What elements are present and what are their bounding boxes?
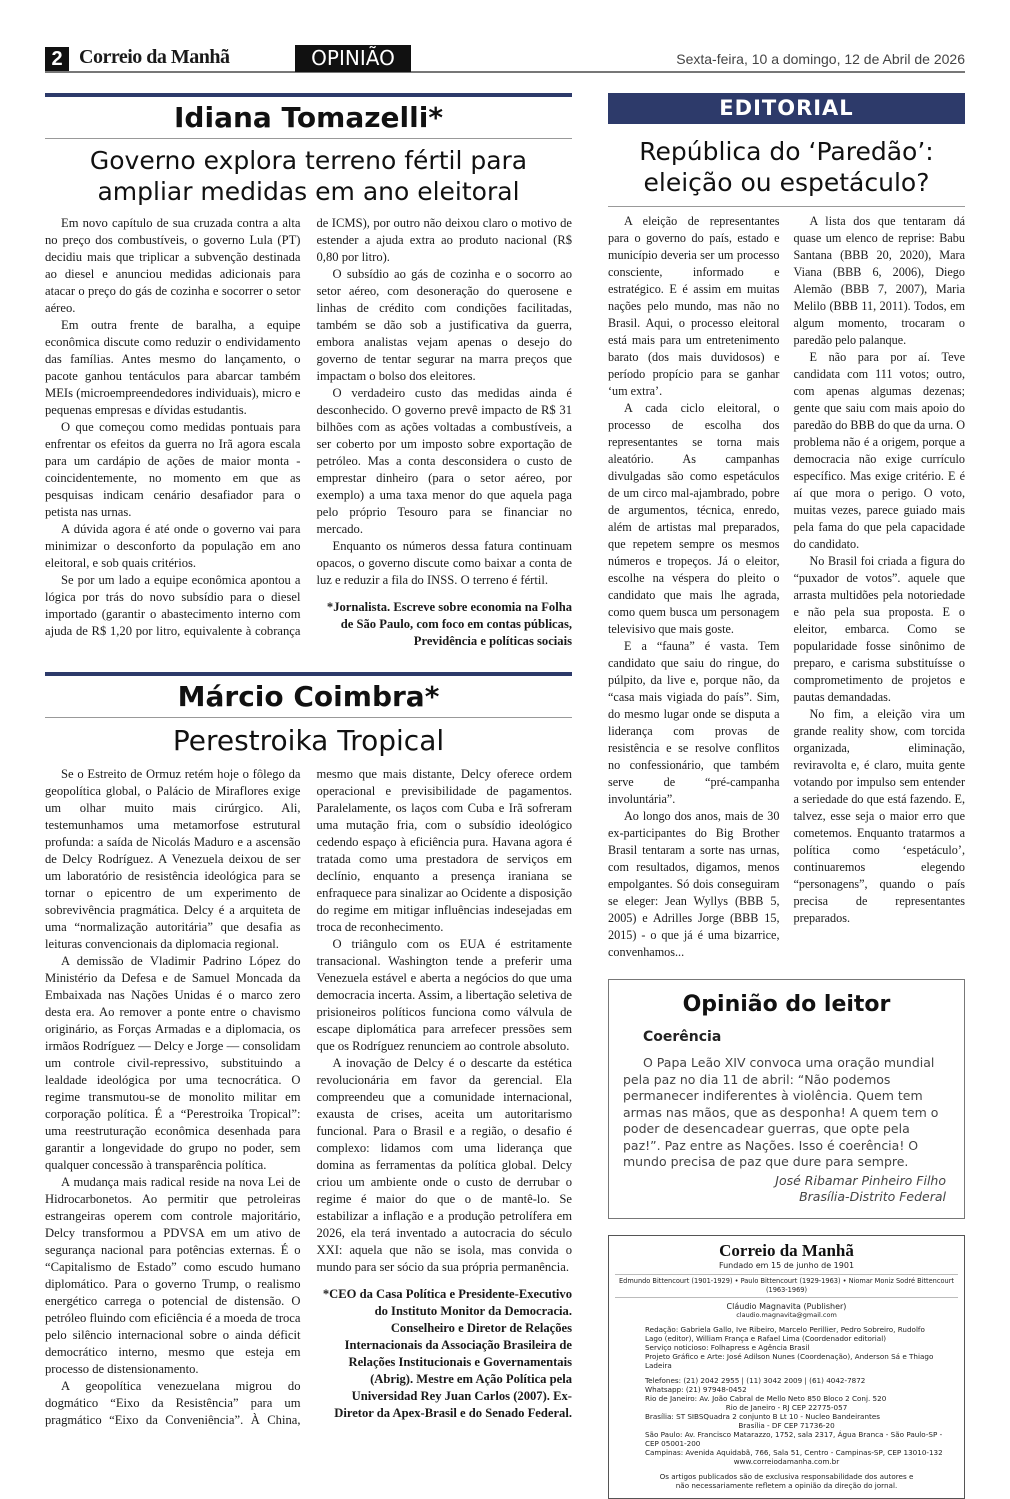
publisher: Cláudio Magnavita (Publisher) (726, 1301, 847, 1311)
right-column (608, 93, 965, 1499)
article-headline: Governo explora terreno fértil para ampliar medidas em ano eleitoral (89, 146, 528, 206)
masthead-logo: Correio da Manhã (719, 1240, 854, 1260)
divider (608, 206, 965, 207)
founders-line: Edmundo Bittencourt (1901-1929) • Paulo Bittencourt (1929-1963) • Niomar Moniz Sodré Bittencourt (1963-1969) (615, 1274, 958, 1298)
staff-list (615, 1325, 958, 1370)
paragraph: O verdadeiro custo das medidas ainda é desconhecido. O governo prevê impacto de R$ 31 bilhões com as ações voltadas a combustíveis, a ser coberto por um imposto sobre exportação de petróleo. Mas a conta desconsidera o custo de emprestar dinheiro (para o setor aéreo, por exemplo) a uma taxa menor do que aquela paga pelo próprio Tesouro para se financiar no mercado. (316, 386, 572, 536)
article-body (45, 766, 572, 1429)
page-number: 2 (45, 47, 69, 71)
reader-opinion-title: Opinião do leitor (682, 992, 891, 1017)
paragraph: E a “fauna” é vasta. Tem candidato que saiu do ringue, do púlpito, da live e, porque não, da “casa mais vigiada do país”. Sim, do mesmo lugar onde se disputa a liderança com provas de resistência e se resolve conflitos no confessionário, que também serve de “pré-campanha involuntária”. (608, 639, 780, 806)
reader-letter-location: Brasília-Distrito Federal (799, 1189, 946, 1204)
founded-date: Fundado em 15 de junho de 1901 (718, 1260, 855, 1270)
contact-line: Telefones: (21) 2042 2955 | (11) 3042 2009 | (61) 4042-7872 (645, 1375, 866, 1385)
reader-opinion-box (608, 979, 965, 1219)
contacts (615, 1376, 958, 1466)
editorial-body (608, 213, 965, 961)
article-body (45, 215, 572, 650)
reader-letter-author: José Ribamar Pinheiro Filho (775, 1172, 946, 1188)
reader-letter-text: O Papa Leão XIV convoca uma oração mundial pela paz no dia 11 de abril: “Não podemos permanecer indiferentes à violência. Quem tem armas nas mãos, que as desponha! A quem tem o poder de desencadear guerras, que opte pela paz!”. Paz entre as Nações. Isso é coerência! O mundo precisa de paz que dure para sempre. (623, 1055, 939, 1169)
masthead-box (608, 1235, 965, 1499)
disclaimer: Os artigos publicados são de exclusiva responsabilidade dos autores e não necessariamente refletem a opinião da direção do jornal. (659, 1471, 914, 1490)
paragraph: Enquanto os números dessa fatura continuam opacos, o governo discute como baixar a conta de luz e reduzir a fila do INSS. O terreno é fértil. (316, 539, 572, 587)
paragraph: A eleição de representantes para o governo do país, estado e município deveria ser um processo consciente, informado e estratégico. E é assim em muitas nações pelo mundo, mas não no Brasil. Aqui, o processo eleitoral está mais para um entretenimento barato (dos mais duvidosos) e período propício para se ganhar ‘um extra’. (608, 214, 780, 398)
section-label: OPINIÃO (295, 45, 411, 72)
staff-line: Projeto Gráfico e Arte: José Adilson Nunes (Coordenação), Anderson Sá e Thiago Ladeira (645, 1351, 934, 1370)
paragraph: A geopolítica venezuelana migrou do dogmático “Eixo da Resistência” para um pragmático “Eixo da Conveniência”. À China, mesmo que mais distante, Delcy oferece ordem operacional e previsibilidade de pagamentos. Paralelamente, os laços com Cuba e Irã sofreram uma mutação fria, com o subsídio ideológico cedendo espaço à eficiência pura. Havana agora é tratada como uma prestadora de serviços em declínio, enquanto a presença iraniana se enfraquece para sinalizar ao Ocidente a disposição do regime em mitigar influências indesejadas em troca de reconhecimento. (45, 767, 572, 1427)
contact-line: São Paulo: Av. Francisco Matarazzo, 1752, sala 2317, Água Branca - São Paulo-SP - CEP 05001-200 (645, 1429, 943, 1448)
divider (45, 717, 572, 718)
contact-line: Brasília: ST SIBSQuadra 2 conjunto B Lt 10 - Nucleo Bandeirantes (645, 1411, 881, 1421)
left-column (45, 93, 572, 1429)
contact-line: Brasília - DF CEP 71736-20 (738, 1420, 835, 1430)
issue-date: Sexta-feira, 10 a domingo, 12 de Abril de 2026 (676, 51, 965, 67)
staff-line: Redação: Gabriela Gallo, Ive Ribeiro, Marcelo Perillier, Pedro Sobreiro, Rudolfo Lago (editor), William França e Rafael Lima (Coordenador editorial) (645, 1324, 925, 1343)
paragraph: Em outra frente de baralha, a equipe econômica discute como reduzir o endividamento das famílias. Antes mesmo do lançamento, o pacote ganhou tentáculos para abarcar também MEIs (microempreendedores individuais), micro e pequenas empresas e dívidas estudantis. (45, 318, 301, 417)
newspaper-logo: Correio da Manhã (79, 46, 230, 68)
contact-line: Campinas: Avenida Aquidabã, 766, Sala 51, Centro - Campinas-SP, CEP 13010-132 (645, 1447, 943, 1457)
paragraph: O que começou como medidas pontuais para enfrentar os efeitos da guerra no Irã agora escala para um cardápio de ações de maior monta -coincidentemente, no momento em que as pesquisas indicam cenário desafiador para o petista nas urnas. (45, 420, 301, 519)
divider (45, 138, 572, 139)
paragraph: A lista dos que tentaram dá quase um elenco de reprise: Babu Santana (BBB 20, 2020), Mara Viana (BBB 6, 2006), Diego Alemão (BBB 7, 2007), Maria Melilo (BBB 11, 2011). Todos, em algum momento, trocaram o paredão pelo palanque. (793, 214, 965, 347)
publisher-email[interactable]: claudio.magnavita@gmail.com (736, 1310, 837, 1319)
article-rule (45, 672, 572, 676)
paragraph: A inovação de Delcy é o descarte da estética revolucionária em favor da gerencial. Ela compreendeu que a comunidade internacional, exausta de crises, aceita um autoritarismo funcional. Para o Brasil e a região, o desafio é complexo: lidamos com uma liderança que domina as ferramentas da política global. Delcy criou um ambiente onde o custo de derrubar o regime é maior do que o de mantê-lo. Se estabilizar a inflação e a produção petrolífera em 2026, ela terá inventado a autocracia do século XXI: aquela que não se isola, mas convida o mundo para ser sócio da sua própria permanência. (316, 1056, 572, 1274)
staff-line: Serviço noticioso: Folhapress e Agência Brasil (645, 1342, 810, 1352)
editorial-banner: EDITORIAL (608, 93, 965, 124)
contact-line: Whatsapp: (21) 97948-0452 (645, 1384, 747, 1394)
paragraph: A demissão de Vladimir Padrino López do Ministério da Defesa e de Samuel Moncada da Embaixada nas Nações Unidas é o marco zero desta era. Ao remover a ponte entre o chavismo originário, as Forças Armadas e a diplomacia, os irmãos Rodríguez — Delcy e Jorge — consolidam um controle civil-repressivo, substituindo a lealdade ideológica por uma tecnocrática. O regime transmutou-se de monolito militar em corporação política. É a “Perestroika Tropical”: uma reestruturação econômica desenhada para garantir a longevidade do grupo no poder, sem qualquer concessão à transparência política. (45, 954, 301, 1172)
author-name: Márcio Coimbra* (177, 680, 440, 713)
contact-line: Rio de Janeiro: Av. João Cabral de Mello Neto 850 Bloco 2 Conj. 520 (645, 1393, 887, 1403)
article-headline: Perestroika Tropical (172, 724, 445, 757)
article-rule (45, 93, 572, 97)
paragraph: A mudança mais radical reside na nova Lei de Hidrocarbonetos. Ao permitir que petroleiras estrangeiras operem com controle majoritário, Delcy transformou a PDVSA em um ativo de segurança nacional para potências externas. É o “Capitalismo de Estado” como escudo humano diplomático. Para o governo Trump, o realismo energético carrega o potencial de distensão. O petróleo fluindo com eficiência é a moeda de troca pelo silêncio internacional sobre o ainda déficit democrático interno, mesmo que esteja em processo de distensionamento. (45, 1175, 301, 1376)
paragraph: Se o Estreito de Ormuz retém hoje o fôlego da geopolítica global, o Palácio de Miraflores exige um olhar muito mais cirúrgico. Ali, testemunhamos uma metamorfose estrutural profunda: a saída de Nicolás Maduro e a ascensão de Delcy Rodríguez. A Venezuela deixou de ser um laboratório de resistência ideológica para se tornar o epicentro de um experimento de sobrevivência pragmática. Delcy é a arquiteta de uma “normalização autoritária” que desafia as leituras convencionais da diplomacia regional. (45, 767, 301, 951)
author-bio: *Jornalista. Escreve sobre economia na Folha de São Paulo, com foco em contas públicas, Previdência e políticas sociais (326, 600, 572, 648)
paragraph: O triângulo com os EUA é estritamente transacional. Washington tende a preferir uma Venezuela estável e aberta a negócios do que uma democracia incerta. Assim, a libertação seletiva de prisioneiros políticos funciona como válvula de escape diplomática para arrefecer pressões sem que os Rodríguez renunciem ao controle absoluto. (316, 937, 572, 1053)
author-bio: *CEO da Casa Política e Presidente-Executivo do Instituto Monitor da Democracia. Conselheiro e Diretor de Relações Internacionais da Associação Brasileira de Relações Institucionais e Governamentais (Abrig). Mestre em Ação Política pela Universidad Rey Juan Carlos (2007). Ex-Diretor da Apex-Brasil e do Senado Federal. (322, 1287, 572, 1420)
paragraph: A cada ciclo eleitoral, o processo de escolha dos representantes se torna mais aleatório. As campanhas divulgadas são como espetáculos de um circo mal-ajambrado, pobre de argumentos, técnica, enredo, além de artistas mal preparados, que repetem sempre os mesmos números e tropeços. Já o eleitor, escolhe na véspera do pleito o candidato que mais lhe agrada, como quem busca um personagem televisivo que mais goste. (608, 401, 780, 636)
contact-line: Rio de Janeiro - RJ CEP 22775-057 (725, 1402, 848, 1412)
website-link[interactable]: www.correiodamanha.com.br (733, 1456, 840, 1466)
page-header (45, 45, 965, 73)
paragraph: A dúvida agora é até onde o governo vai para minimizar o desconforto da população em ano eleitoral, e sob quais critérios. (45, 522, 301, 570)
paragraph: O subsídio ao gás de cozinha e o socorro ao setor aéreo, com desoneração do querosene e linhas de crédito com condições facilitadas, também se dão sob a justificativa da guerra, embora analistas vejam apenas o desejo do governo de tentar segurar na marra preços que impactam o bolso dos eleitores. (316, 267, 572, 383)
paragraph: E não para por aí. Teve candidata com 111 votos; outro, com apenas algumas dezenas; gente que saiu com mais apoio do paredão do BBB do que da urna. O problema não é a origem, porque a democracia não exige currículo específico. Mas exige critério. E é aí que mora o perigo. O voto, muitas vezes, parece guiado mais pela fama do que pela capacidade do candidato. (793, 350, 965, 551)
paragraph: Se por um lado a equipe econômica apontou a lógica por trás do novo subsídio para o diesel importado (garantir o abastecimento interno com ajuda de R$ 1,20 por litro, equivalente à cobrança de ICMS), por outro não deixou claro o motivo de estender a ajuda extra ao produto nacional (R$ 0,80 por litro). (45, 216, 572, 638)
paragraph: Ao longo dos anos, mais de 30 ex-participantes do Big Brother Brasil tentaram a sorte nas urnas, com resultados, digamos, menos empolgantes. Só dois conseguiram se eleger: Jean Wyllys (BBB 5, 2005) e Adrilles Jorge (BBB 15, 2015) - o que já é uma bizarrice, convenhamos... (608, 809, 780, 959)
editorial-headline: República do ‘Paredão’: eleição ou espetáculo? (639, 137, 934, 197)
paragraph: Em novo capítulo de sua cruzada contra a alta no preço dos combustíveis, o governo Lula (PT) decidiu mais que triplicar a subvenção destinada ao diesel e anunciou medidas adicionais para atacar o preço do gás de cozinha e socorrer o setor aéreo. (45, 216, 301, 315)
paragraph: No Brasil foi criada a figura do “puxador de votos”. aquele que arrasta multidões pela notoriedade e não pela sua proposta. E o eleitor, embarca. Como se popularidade fosse sinônimo de preparo, e carisma substituísse o comprometimento de projetos e pautas demandadas. (793, 554, 965, 704)
paragraph: No fim, a eleição vira um grande reality show, com torcida organizada, eliminação, reviravolta e, é claro, muita gente votando por impulso sem entender a seriedade do que está fazendo. E, talvez, esse seja o maior erro que cometemos. Enquanto tratarmos a política como ‘espetáculo’, continuaremos elegendo “personagens”, quando o país precisa de representantes preparados. (793, 707, 965, 925)
author-name: Idiana Tomazelli* (174, 101, 443, 134)
reader-letter-title: Coerência (643, 1029, 722, 1045)
